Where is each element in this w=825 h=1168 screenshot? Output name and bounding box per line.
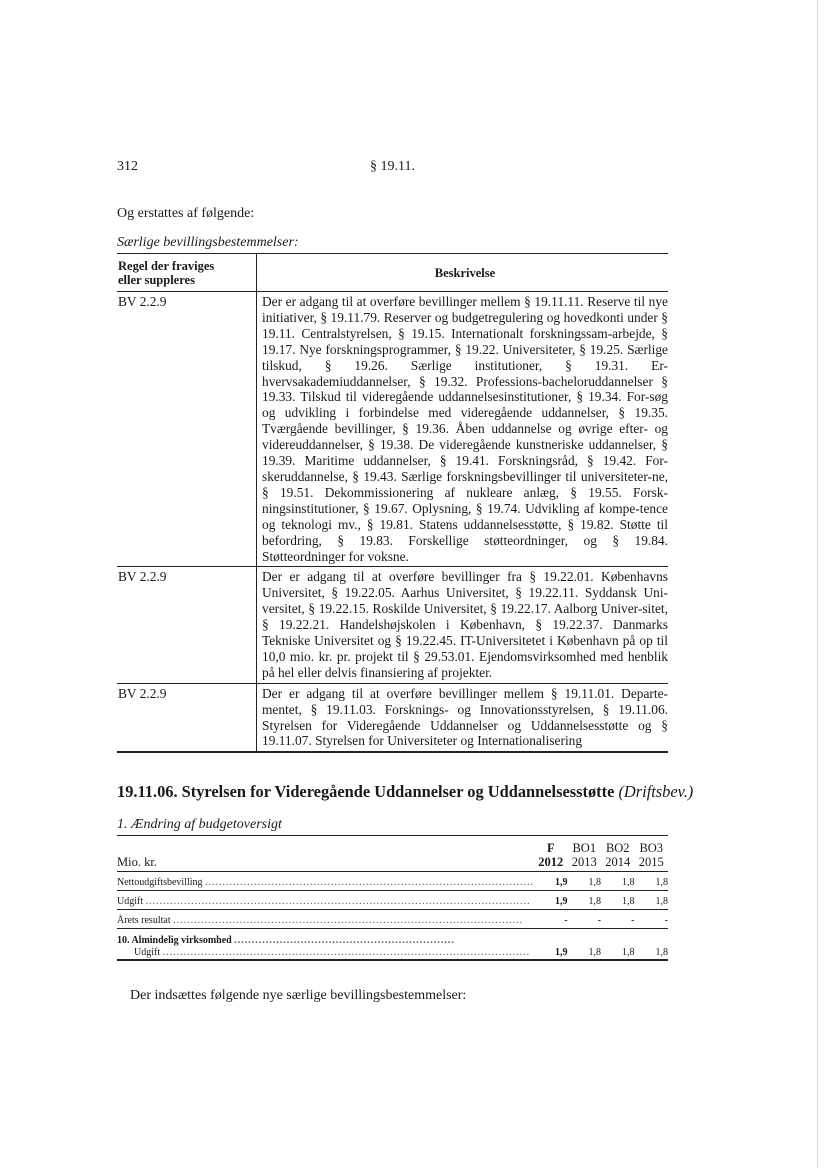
unit-label: Mio. kr. — [117, 855, 157, 869]
table-row — [117, 891, 668, 910]
rules-table-header — [117, 254, 668, 292]
leader-dots: .................................................................................................... — [173, 915, 524, 926]
rules-table-caption: Særlige bevillingsbestemmelser: — [117, 235, 299, 250]
group-header-row — [117, 929, 668, 948]
leader-dots: .............................................................................................................. — [145, 896, 531, 907]
table-row — [117, 683, 668, 752]
value-cell: - — [564, 915, 568, 926]
column-header-bottom: 2012 — [538, 855, 564, 869]
leader-dots: .............................................................................................. — [205, 877, 535, 888]
budget-table-header — [117, 836, 668, 872]
row-label — [117, 910, 534, 929]
table-row — [117, 910, 668, 929]
value-cell: - — [631, 915, 635, 926]
description-cell: Der er adgang til at overføre bevillinger mellem § 19.11.01. Departe-mentet, § 19.11.03. Forsknings- og Innovationsstyrelsen, § 19.11.06. Styrelsen for Videregående Uddannelser og Uddannelsesstøtte og § 19.11.07. Styrelsen for Universiteter og Internationalisering — [257, 683, 669, 752]
value-cell: - — [664, 915, 668, 926]
group-label — [117, 929, 534, 948]
column-header-bottom: 2014 — [605, 855, 631, 869]
row-label-text: Udgift — [117, 896, 144, 907]
description-cell: Der er adgang til at overføre bevillinger fra § 19.22.01. Københavns Universitet, § 19.22.05. Aarhus Universitet, § 19.22.11. Syddansk Uni-versitet, § 19.22.15. Roskilde Universitet, § 19.22.17. Aalborg Univer-sitet, § 19.22.21. Handelshøjskolen i København, § 19.22.37. Danmarks Tekniske Universitet og § 19.22.45. IT-Universitetet i København på op til 10,0 mio. kr. pr. projekt til § 29.53.01. Ejendomsvirksomhed med henblik på hel eller delvis finansiering af projekter. — [257, 567, 669, 683]
table-row — [117, 872, 668, 891]
column-header-bo3 — [635, 836, 669, 872]
budget-table-caption: 1. Ændring af budgetoversigt — [117, 817, 282, 832]
value-cell: 1,8 — [588, 896, 602, 907]
row-label — [117, 891, 534, 910]
rules-table — [117, 253, 668, 753]
value-cell: 1,8 — [622, 947, 635, 958]
rule-cell: BV 2.2.9 — [118, 569, 167, 585]
value-cell: 1,8 — [655, 877, 668, 888]
closing-text: Der indsættes følgende nye særlige bevillingsbestemmelser: — [130, 988, 467, 1003]
column-header-bo2 — [601, 836, 634, 872]
value-cell: - — [597, 915, 602, 926]
column-header-top: F — [546, 841, 555, 855]
rule-column-header-line2: eller suppleres — [118, 273, 195, 287]
description-cell: Der er adgang til at overføre bevillinger mellem § 19.11.11. Reserve til nye initiativer, § 19.11.79. Reserver og budgetregulering og hovedkonti under § 19.11. Centralstyrelsen, § 19.15. Internationalt forskningssam-arbejde, § 19.17. Nye forskningsprogrammer, § 19.22. Universiteter, § 19.25. Særlige tilskud, § 19.26. Særlige institutioner, § 19.31. Er-hvervsakademiuddannelser, § 19.32. Professions-bacheloruddannelser § 19.33. Tilskud til videregående uddannelsesinstitutioner, § 19.34. For-søg og udvikling i forbindelse med videregående uddannelser, § 19.35. Tværgående bevillinger, § 19.36. Åben uddannelse og øvrige efter- og videreuddannelser, § 19.38. De videregående kunstneriske uddannelser, § 19.39. Maritime uddannelser, § 19.41. Forskningsråd, § 19.42. For-skeruddannelse, § 19.43. Særlige forskningsbevillinger til universiteter-ne, § 19.51. Dekommissionering af nukleare anlæg, § 19.55. Forsk-ningsinstitutioner, § 19.67. Oplysning, § 19.74. Udvikling af kompe-tence og teknologi mv., § 19.81. Statens uddannelsesstøtte, § 19.82. Støtte til befordring, § 19.83. Forskellige støtteordninger, og § 19.84. Støtteordninger for voksne. — [257, 292, 669, 567]
row-label-text: Årets resultat — [117, 915, 171, 926]
column-header-top: BO1 — [572, 841, 597, 855]
table-row — [117, 567, 668, 683]
page-edge-line — [817, 0, 818, 1168]
row-label-text: Udgift — [134, 947, 161, 958]
leader-dots: ......................................................................................................... — [162, 947, 531, 958]
column-header-bo1 — [568, 836, 601, 872]
column-header-top: BO2 — [605, 841, 630, 855]
value-cell: 1,8 — [588, 947, 602, 958]
row-label-text: Nettoudgiftsbevilling — [117, 877, 203, 888]
subsection-qualifier: (Driftsbev.) — [618, 782, 694, 801]
row-label — [117, 947, 534, 960]
value-cell: 1,9 — [555, 947, 568, 958]
table-row — [117, 947, 668, 960]
rule-cell: BV 2.2.9 — [118, 294, 167, 309]
subsection-title — [117, 782, 693, 802]
page-number: 312 — [117, 159, 138, 174]
value-cell: 1,8 — [655, 947, 668, 958]
value-cell: 1,9 — [555, 896, 568, 907]
rule-cell: BV 2.2.9 — [118, 685, 167, 701]
value-cell: 1,8 — [588, 877, 602, 888]
row-label — [117, 872, 534, 891]
column-header-bottom: 2013 — [571, 855, 597, 869]
section-header: § 19.11. — [370, 159, 415, 174]
column-header-bottom: 2015 — [638, 855, 664, 869]
leader-dots: ............................................................... — [234, 935, 455, 946]
column-header-top: BO3 — [639, 841, 664, 855]
description-column-header: Beskrivelse — [257, 254, 669, 292]
value-cell: 1,8 — [622, 896, 635, 907]
intro-text: Og erstattes af følgende: — [117, 206, 255, 221]
group-label-text: 10. Almindelig virksomhed — [117, 935, 232, 946]
value-cell: 1,9 — [555, 877, 568, 888]
value-cell: 1,8 — [622, 877, 635, 888]
column-header-f — [534, 836, 567, 872]
rule-column-header-line1: Regel der fraviges — [118, 259, 215, 273]
rule-column-header — [117, 254, 257, 292]
subsection-title-text: 19.11.06. Styrelsen for Videregående Uddannelser og Uddannelsesstøtte — [117, 782, 615, 801]
value-cell: 1,8 — [655, 896, 668, 907]
table-row — [117, 292, 668, 567]
budget-table — [117, 835, 668, 961]
